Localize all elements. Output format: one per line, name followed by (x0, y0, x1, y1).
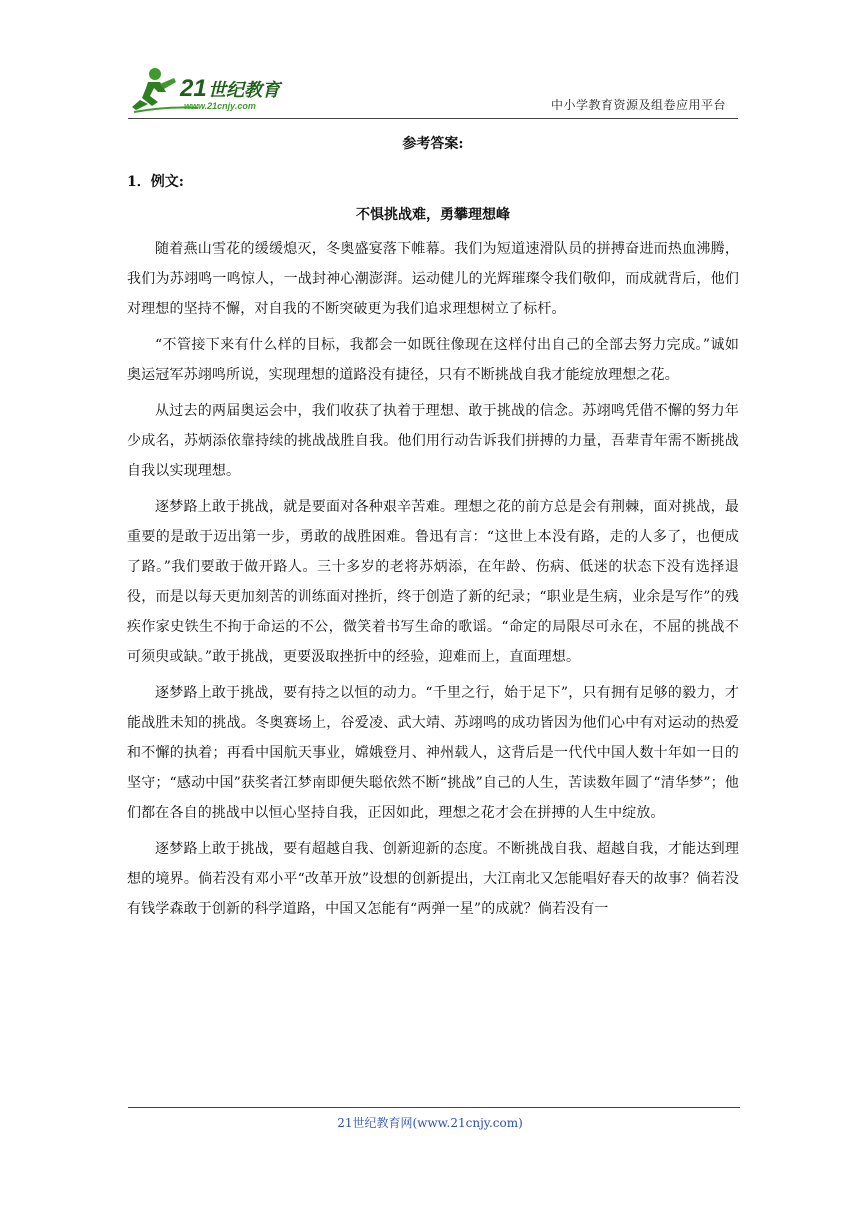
essay-paragraph: “不管接下来有什么样的目标，我都会一如既往像现在这样付出自己的全部去努力完成。”诚如奥运冠军苏翊鸣所说，实现理想的道路没有捷径，只有不断挑战自我才能绽放理想之花。 (127, 337, 739, 383)
page-header (128, 62, 738, 120)
header-divider (128, 118, 738, 119)
svg-text:21: 21 (180, 75, 207, 102)
essay-paragraph: 从过去的两届奥运会中，我们收获了执着于理想、敢于挑战的信念。苏翊鸣凭借不懈的努力年少成名，苏炳添依靠持续的挑战战胜自我。他们用行动告诉我们拼搏的力量，吾辈青年需不断挑战自我以实现理想。 (127, 403, 739, 479)
logo-url: www.21cnjy.com (184, 101, 256, 111)
answer-heading: 参考答案: (402, 136, 464, 152)
footer-divider (128, 1107, 740, 1108)
essay-title: 不惧挑战难，勇攀理想峰 (356, 207, 510, 223)
question-label: 1．例文: (127, 174, 184, 190)
footer-link[interactable]: 21世纪教育网(www.21cnjy.com) (337, 1116, 523, 1130)
site-logo (128, 62, 298, 116)
logo-text: 世纪教育 (208, 80, 280, 101)
header-tagline: 中小学教育资源及组卷应用平台 (550, 98, 726, 112)
essay-paragraph: 逐梦路上敢于挑战，要有超越自我、创新迎新的态度。不断挑战自我、超越自我，才能达到理想的境界。倘若没有邓小平“改革开放”设想的创新提出，大江南北又怎能唱好春天的故事？倘若没有钱学森敢于创新的科学道路，中国又怎能有“两弹一星”的成就？倘若没有一 (127, 841, 739, 917)
document-body (127, 133, 739, 930)
essay-paragraph: 逐梦路上敢于挑战，就是要面对各种艰辛苦难。理想之花的前方总是会有荆棘，面对挑战，最重要的是敢于迈出第一步，勇敢的战胜困难。鲁迅有言：“这世上本没有路，走的人多了，也便成了路。”我们要敢于做开路人。三十多岁的老将苏炳添，在年龄、伤病、低迷的状态下没有选择退役，而是以每天更加刻苦的训练面对挫折，终于创造了新的纪录；“职业是生病，业余是写作”的残疾作家史铁生不拘于命运的不公，微笑着书写生命的歌谣。“命定的局限尽可永在，不屈的挑战不可须臾或缺。”敢于挑战，更要汲取挫折中的经验，迎难而上，直面理想。 (127, 499, 739, 665)
essay-paragraph: 随着燕山雪花的缓缓熄灭，冬奥盛宴落下帷幕。我们为短道速滑队员的拼搏奋进而热血沸腾，我们为苏翊鸣一鸣惊人，一战封神心潮澎湃。运动健儿的光辉璀璨令我们敬仰，而成就背后，他们对理想的坚持不懈，对自我的不断突破更为我们追求理想树立了标杆。 (127, 241, 739, 317)
essay-paragraph: 逐梦路上敢于挑战，要有持之以恒的动力。“千里之行，始于足下”，只有拥有足够的毅力，才能战胜未知的挑战。冬奥赛场上，谷爱凌、武大靖、苏翊鸣的成功皆因为他们心中有对运动的热爱和不懈的执着；再看中国航天事业，嫦娥登月、神州载人，这背后是一代代中国人数十年如一日的坚守；“感动中国”获奖者江梦南即便失聪依然不断“挑战”自己的人生，苦读数年圆了“清华梦”；他们都在各自的挑战中以恒心坚持自我，正因如此，理想之花才会在拼搏的人生中绽放。 (127, 685, 739, 821)
